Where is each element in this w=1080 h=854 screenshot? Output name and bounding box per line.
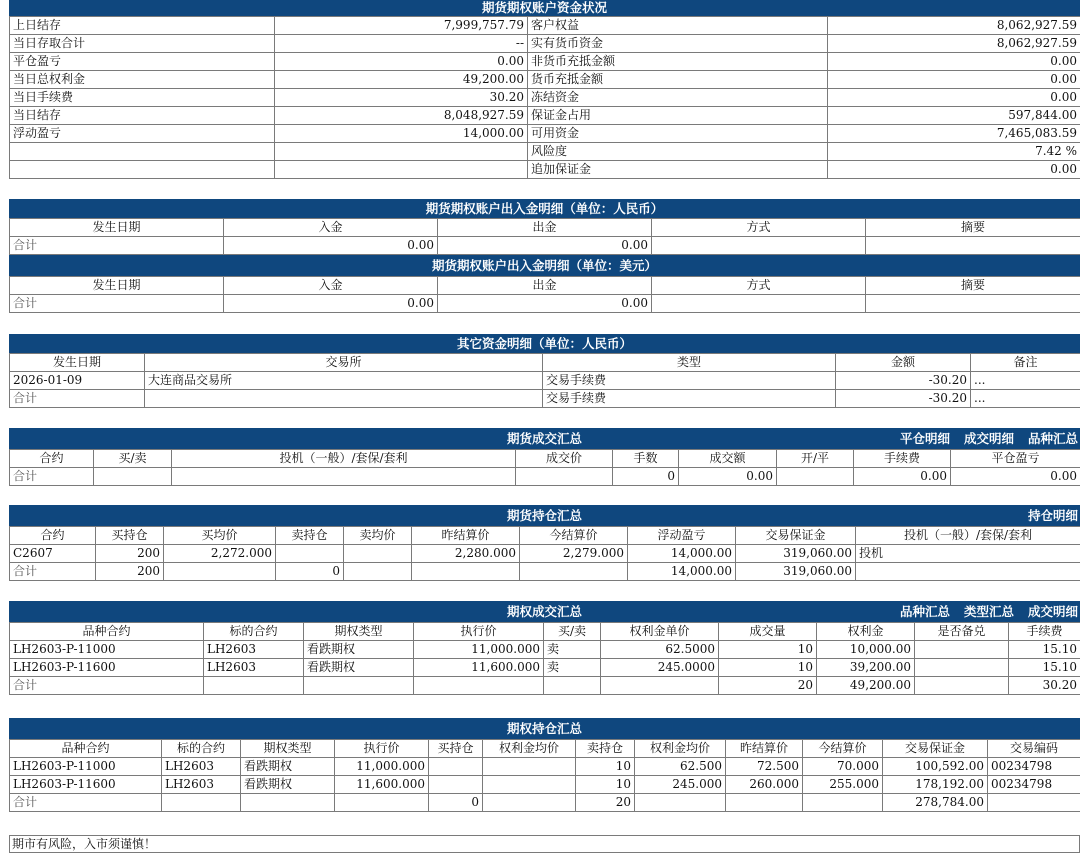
table-cell: 7,465,083.59 <box>828 125 1080 143</box>
column-header: 投机（一般）/套保/套利 <box>856 527 1080 545</box>
table-row <box>10 107 1080 125</box>
table-cell <box>915 659 1009 677</box>
account-status-table <box>9 16 1080 179</box>
column-header: 是否备兑 <box>915 623 1009 641</box>
table-cell <box>726 794 803 812</box>
column-header: 手续费 <box>1009 623 1080 641</box>
usd-flow-title: 期货期权账户出入金明细（单位：美元） <box>9 255 1080 276</box>
table-cell: 62.5000 <box>601 641 719 659</box>
column-header: 合约 <box>10 450 94 468</box>
cny-flow-title: 期货期权账户出入金明细（单位：人民币） <box>9 199 1080 218</box>
table-cell <box>344 545 412 563</box>
table-cell: 可用资金 <box>528 125 828 143</box>
column-header: 买持仓 <box>96 527 164 545</box>
table-cell: LH2603-P-11600 <box>10 776 162 794</box>
table-cell: -30.20 <box>836 390 971 408</box>
table-cell: 00234798 <box>988 776 1080 794</box>
table-cell: 看跌期权 <box>304 641 414 659</box>
column-header: 今结算价 <box>803 740 883 758</box>
futures-trades-title: 期货成交汇总 <box>506 431 582 446</box>
table-row <box>10 71 1080 89</box>
column-header: 摘要 <box>866 277 1080 295</box>
other-funds-title: 其它资金明细（单位：人民币） <box>9 334 1080 353</box>
total-row <box>10 390 1080 408</box>
table-cell: 卖 <box>544 641 601 659</box>
table-cell <box>414 677 544 695</box>
header-link[interactable]: 平仓明细 <box>899 431 950 446</box>
table-cell: 货币充抵金额 <box>528 71 828 89</box>
column-header: 类型 <box>543 354 836 372</box>
table-cell: 319,060.00 <box>736 545 856 563</box>
table-cell <box>483 776 576 794</box>
column-header: 出金 <box>438 277 652 295</box>
table-cell <box>520 563 628 581</box>
table-cell <box>544 677 601 695</box>
table-cell: 200 <box>96 545 164 563</box>
table-cell: 冻结资金 <box>528 89 828 107</box>
column-header: 标的合约 <box>162 740 241 758</box>
total-row <box>10 794 1080 812</box>
column-header: 平仓盈亏 <box>951 450 1080 468</box>
column-header: 发生日期 <box>10 354 145 372</box>
other-funds-table <box>9 353 1080 408</box>
column-header: 摘要 <box>866 219 1080 237</box>
table-cell: 49,200.00 <box>275 71 528 89</box>
table-cell: 合计 <box>10 794 162 812</box>
table-cell: 0.00 <box>828 71 1080 89</box>
table-cell: 8,062,927.59 <box>828 17 1080 35</box>
table-row <box>10 659 1080 677</box>
table-cell: 平仓盈亏 <box>10 53 275 71</box>
column-header: 昨结算价 <box>726 740 803 758</box>
column-header: 交易编码 <box>988 740 1080 758</box>
table-cell: 597,844.00 <box>828 107 1080 125</box>
column-header: 发生日期 <box>10 277 224 295</box>
table-cell: 62.500 <box>635 758 726 776</box>
table-cell <box>803 794 883 812</box>
column-header: 入金 <box>224 219 438 237</box>
table-cell: 255.000 <box>803 776 883 794</box>
table-cell: 10 <box>719 659 817 677</box>
table-cell: C2607 <box>10 545 96 563</box>
table-cell: 10 <box>576 776 635 794</box>
table-cell: 11,600.000 <box>335 776 429 794</box>
table-cell <box>516 468 613 486</box>
header-link[interactable]: 品种汇总 <box>899 604 950 619</box>
table-cell <box>145 390 543 408</box>
header-link[interactable]: 成交明细 <box>1027 604 1078 619</box>
table-cell: 保证金占用 <box>528 107 828 125</box>
column-header: 入金 <box>224 277 438 295</box>
table-cell: 260.000 <box>726 776 803 794</box>
column-header: 合约 <box>10 527 96 545</box>
table-cell: 当日存取合计 <box>10 35 275 53</box>
table-cell: 30.20 <box>1009 677 1080 695</box>
table-cell: 00234798 <box>988 758 1080 776</box>
table-cell: 0.00 <box>438 237 652 255</box>
column-header: 昨结算价 <box>412 527 520 545</box>
table-cell: 319,060.00 <box>736 563 856 581</box>
table-cell: 0.00 <box>828 161 1080 179</box>
table-cell: 8,048,927.59 <box>275 107 528 125</box>
option-positions-table <box>9 739 1080 812</box>
table-cell: LH2603 <box>162 776 241 794</box>
table-cell: 0 <box>429 794 483 812</box>
table-cell <box>483 758 576 776</box>
table-cell: -30.20 <box>836 372 971 390</box>
table-cell <box>915 677 1009 695</box>
table-row <box>10 143 1080 161</box>
table-cell <box>275 161 528 179</box>
futures-trades-header <box>9 428 1080 449</box>
table-cell <box>601 677 719 695</box>
table-cell: 0.00 <box>951 468 1080 486</box>
column-header: 备注 <box>971 354 1080 372</box>
table-row <box>10 545 1080 563</box>
table-cell <box>164 563 276 581</box>
column-header: 交易保证金 <box>883 740 988 758</box>
column-header: 买均价 <box>164 527 276 545</box>
column-header: 权利金 <box>817 623 915 641</box>
table-cell: -- <box>275 35 528 53</box>
table-cell: 15.10 <box>1009 641 1080 659</box>
table-cell: LH2603-P-11000 <box>10 758 162 776</box>
option-trades-table <box>9 622 1080 695</box>
table-cell: 10 <box>719 641 817 659</box>
table-cell: 合计 <box>10 468 94 486</box>
table-cell <box>915 641 1009 659</box>
header-link[interactable]: 成交明细 <box>963 431 1014 446</box>
table-cell: 39,200.00 <box>817 659 915 677</box>
usd-flow-table <box>9 276 1080 313</box>
table-cell: LH2603 <box>204 641 304 659</box>
option-trades-title: 期权成交汇总 <box>506 604 582 619</box>
table-cell <box>10 161 275 179</box>
column-header: 买持仓 <box>429 740 483 758</box>
table-cell: 追加保证金 <box>528 161 828 179</box>
table-cell <box>429 758 483 776</box>
header-link[interactable]: 品种汇总 <box>1027 431 1078 446</box>
table-cell <box>635 794 726 812</box>
table-cell <box>866 295 1080 313</box>
table-cell <box>483 794 576 812</box>
table-cell: 7.42 % <box>828 143 1080 161</box>
table-cell: 0 <box>276 563 344 581</box>
column-header: 手数 <box>613 450 679 468</box>
header-link[interactable]: 类型汇总 <box>963 604 1014 619</box>
table-cell: 72.500 <box>726 758 803 776</box>
table-row <box>10 89 1080 107</box>
table-cell: 14,000.00 <box>628 563 736 581</box>
table-cell <box>777 468 854 486</box>
table-cell: 合计 <box>10 390 145 408</box>
table-cell: 15.10 <box>1009 659 1080 677</box>
futures-positions-header <box>9 505 1080 526</box>
table-cell: 看跌期权 <box>241 758 335 776</box>
column-header: 发生日期 <box>10 219 224 237</box>
table-cell: 合计 <box>10 237 224 255</box>
table-cell: 2,272.000 <box>164 545 276 563</box>
option-positions-title: 期权持仓汇总 <box>9 718 1080 739</box>
cash-flow-section <box>9 199 1080 313</box>
table-cell: 2,279.000 <box>520 545 628 563</box>
table-cell: ... <box>971 372 1080 390</box>
futures-positions-table <box>9 526 1080 581</box>
table-cell <box>10 143 275 161</box>
table-cell: 10,000.00 <box>817 641 915 659</box>
column-header: 成交额 <box>679 450 777 468</box>
column-header: 期权类型 <box>241 740 335 758</box>
table-cell: 实有货币资金 <box>528 35 828 53</box>
table-cell: 245.000 <box>635 776 726 794</box>
table-cell <box>94 468 172 486</box>
table-row <box>10 35 1080 53</box>
option-positions-section <box>9 718 1080 812</box>
column-header: 投机（一般）/套保/套利 <box>172 450 516 468</box>
column-header: 方式 <box>652 277 866 295</box>
table-cell: 2,280.000 <box>412 545 520 563</box>
column-header: 期权类型 <box>304 623 414 641</box>
table-cell: 14,000.00 <box>275 125 528 143</box>
table-cell: 7,999,757.79 <box>275 17 528 35</box>
account-status-section <box>9 0 1080 179</box>
table-cell: 看跌期权 <box>241 776 335 794</box>
table-cell <box>412 563 520 581</box>
table-row <box>10 53 1080 71</box>
table-cell: LH2603-P-11600 <box>10 659 204 677</box>
column-header: 金额 <box>836 354 971 372</box>
column-header: 开/平 <box>777 450 854 468</box>
column-header: 卖持仓 <box>276 527 344 545</box>
table-cell <box>429 776 483 794</box>
table-cell: 8,062,927.59 <box>828 35 1080 53</box>
total-row <box>10 563 1080 581</box>
column-header: 浮动盈亏 <box>628 527 736 545</box>
column-header: 卖持仓 <box>576 740 635 758</box>
table-row <box>10 758 1080 776</box>
column-header: 权利金均价 <box>635 740 726 758</box>
table-cell: 客户权益 <box>528 17 828 35</box>
table-cell: 0.00 <box>854 468 951 486</box>
table-cell: 0.00 <box>828 53 1080 71</box>
table-cell: 当日总权利金 <box>10 71 275 89</box>
table-cell: 20 <box>576 794 635 812</box>
column-header: 成交量 <box>719 623 817 641</box>
option-trades-section <box>9 601 1080 695</box>
table-cell: 大连商品交易所 <box>145 372 543 390</box>
table-cell: 合计 <box>10 563 96 581</box>
column-header: 执行价 <box>335 740 429 758</box>
table-cell: 0.00 <box>679 468 777 486</box>
option-trades-header <box>9 601 1080 622</box>
column-header: 方式 <box>652 219 866 237</box>
table-cell: 0.00 <box>275 53 528 71</box>
table-cell: 245.0000 <box>601 659 719 677</box>
table-cell <box>276 545 344 563</box>
account-status-title: 期货期权账户资金状况 <box>9 0 1080 16</box>
total-row <box>10 677 1080 695</box>
table-cell: 上日结存 <box>10 17 275 35</box>
table-cell: 浮动盈亏 <box>10 125 275 143</box>
table-cell: 200 <box>96 563 164 581</box>
column-header: 今结算价 <box>520 527 628 545</box>
table-cell: 合计 <box>10 295 224 313</box>
other-funds-section <box>9 334 1080 408</box>
table-cell: 当日结存 <box>10 107 275 125</box>
table-cell <box>304 677 414 695</box>
table-cell: 交易手续费 <box>543 390 836 408</box>
table-row <box>10 641 1080 659</box>
table-cell: 278,784.00 <box>883 794 988 812</box>
futures-trades-section <box>9 428 1080 486</box>
table-cell: 20 <box>719 677 817 695</box>
table-cell: 70.000 <box>803 758 883 776</box>
column-header: 买/卖 <box>544 623 601 641</box>
table-cell: LH2603 <box>204 659 304 677</box>
table-cell: 178,192.00 <box>883 776 988 794</box>
column-header: 执行价 <box>414 623 544 641</box>
table-cell <box>275 143 528 161</box>
table-cell: 0 <box>613 468 679 486</box>
table-cell: 2026-01-09 <box>10 372 145 390</box>
risk-warning: 期市有风险，入市须谨慎！ <box>9 835 1080 853</box>
column-header: 权利金均价 <box>483 740 576 758</box>
futures-positions-title: 期货持仓汇总 <box>506 508 582 523</box>
table-cell <box>204 677 304 695</box>
table-cell: 合计 <box>10 677 204 695</box>
table-cell: 0.00 <box>224 295 438 313</box>
table-cell: 11,000.000 <box>335 758 429 776</box>
table-cell: 交易手续费 <box>543 372 836 390</box>
table-cell: 11,600.000 <box>414 659 544 677</box>
column-header: 权利金单价 <box>601 623 719 641</box>
futures-trades-table <box>9 449 1080 486</box>
total-row <box>10 295 1080 313</box>
column-header: 交易保证金 <box>736 527 856 545</box>
table-cell: 卖 <box>544 659 601 677</box>
table-cell: 49,200.00 <box>817 677 915 695</box>
column-header: 标的合约 <box>204 623 304 641</box>
table-cell: 0.00 <box>828 89 1080 107</box>
table-cell: 10 <box>576 758 635 776</box>
column-header: 出金 <box>438 219 652 237</box>
table-cell <box>344 563 412 581</box>
total-row <box>10 468 1080 486</box>
table-cell: LH2603-P-11000 <box>10 641 204 659</box>
table-row <box>10 776 1080 794</box>
table-cell: 14,000.00 <box>628 545 736 563</box>
table-row <box>10 125 1080 143</box>
table-cell: 0.00 <box>224 237 438 255</box>
table-cell <box>335 794 429 812</box>
table-row <box>10 17 1080 35</box>
table-cell: 风险度 <box>528 143 828 161</box>
table-cell: 看跌期权 <box>304 659 414 677</box>
table-cell: LH2603 <box>162 758 241 776</box>
column-header: 手续费 <box>854 450 951 468</box>
table-cell <box>241 794 335 812</box>
table-cell <box>866 237 1080 255</box>
table-cell: 30.20 <box>275 89 528 107</box>
column-header: 品种合约 <box>10 623 204 641</box>
table-row <box>10 372 1080 390</box>
table-cell <box>652 295 866 313</box>
column-header: 卖均价 <box>344 527 412 545</box>
header-link[interactable]: 持仓明细 <box>1027 508 1078 523</box>
table-cell <box>652 237 866 255</box>
table-cell <box>172 468 516 486</box>
total-row <box>10 237 1080 255</box>
table-cell: ... <box>971 390 1080 408</box>
table-cell: 11,000.000 <box>414 641 544 659</box>
table-cell: 投机 <box>856 545 1080 563</box>
column-header: 成交价 <box>516 450 613 468</box>
table-row <box>10 161 1080 179</box>
table-cell: 当日手续费 <box>10 89 275 107</box>
cny-flow-table <box>9 218 1080 255</box>
column-header: 买/卖 <box>94 450 172 468</box>
futures-positions-section <box>9 505 1080 581</box>
table-cell <box>856 563 1080 581</box>
column-header: 交易所 <box>145 354 543 372</box>
table-cell <box>162 794 241 812</box>
column-header: 品种合约 <box>10 740 162 758</box>
table-cell: 非货币充抵金额 <box>528 53 828 71</box>
table-cell: 100,592.00 <box>883 758 988 776</box>
table-cell: 0.00 <box>438 295 652 313</box>
table-cell <box>988 794 1080 812</box>
